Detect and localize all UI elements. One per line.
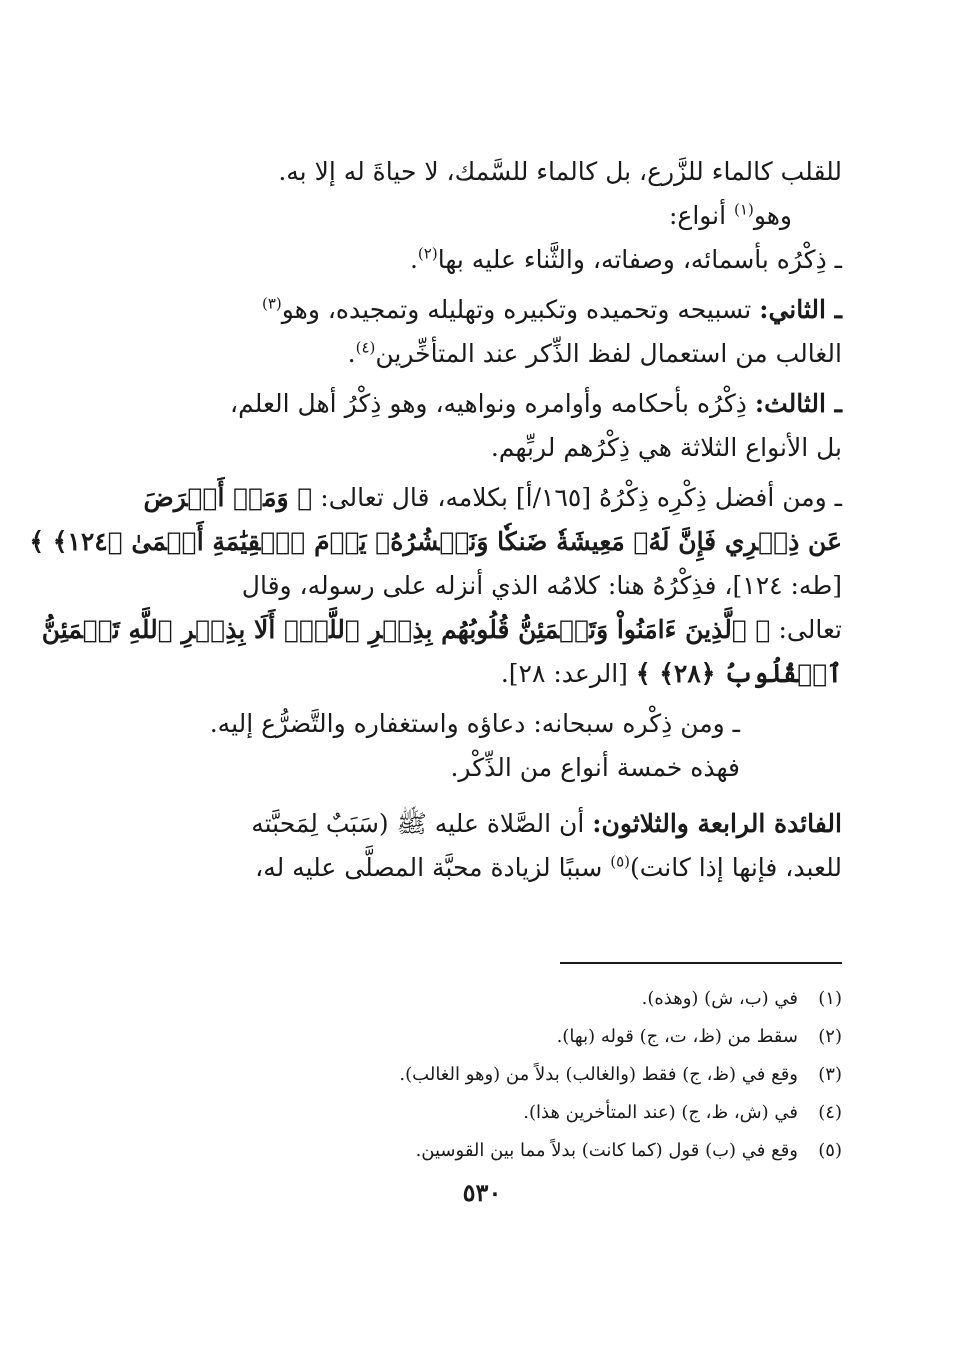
footnote-ref: (٤): [355, 338, 376, 357]
text-line: للعبد، فإنها إذا كانت)$^{(٥)}$ سببًا لزيادة محبَّة المصلَّى عليه له،: [255, 852, 842, 882]
text-line: [طه: ١٢٤]، فذِكْرُهُ هنا: كلامُه الذي أنزله على رسوله، وقال: [241, 571, 842, 600]
footnote-divider: [560, 962, 842, 964]
footnotes: [130, 980, 842, 1170]
text-line: بل الأنواع الثلاثة هي ذِكْرُهم لربِّهم.: [490, 433, 842, 462]
text-line: ـ ومن ذِكْره سبحانه: دعاؤه واستغفاره والتَّضرُّع إليه.: [209, 709, 740, 738]
text-line: الغالب من استعمال لفظ الذِّكر عند المتأخِّرين$^{(٤)}$.: [347, 338, 842, 368]
text-line: فهذه خمسة أنواع من الذِّكْر.: [450, 753, 740, 782]
text-line: ـ ذِكْرُه بأسمائه، وصفاته، والثَّناء عليه بها$^{(٢)}$.: [409, 244, 842, 274]
footnote: (٥)وقع في (ب) قول (كما كانت) بدلاً مما بين القوسين.: [415, 1140, 842, 1161]
main-text: [29, 150, 842, 890]
quran-verse: ﴿ وَمَنۡ أَعۡرَضَ: [143, 483, 313, 512]
quran-verse: ٱلۡقُلُوبُ ﴿٢٨﴾ ﴾: [635, 659, 842, 688]
text-line: ـ ومن أفضل ذِكْرِه ذِكْرُهُ [١٦٥/أ] بكلامه، قال تعالى: ﴿ وَمَنۡ أَعۡرَضَ: [143, 483, 842, 512]
quran-verse: عَن ذِكۡرِي فَإِنَّ لَهُۥ مَعِيشَةٗ ضَنكٗا وَنَحۡشُرُهُۥ يَوۡمَ ٱلۡقِيَٰمَةِ أَعۡمَىٰ ﴿١٢٤﴾ ﴾: [29, 527, 842, 556]
quran-verse: ﴿ ٱلَّذِينَ ءَامَنُواْ وَتَطۡمَئِنُّ قُلُوبُهُم بِذِكۡرِ ٱللَّهِۗ أَلَا بِذِكۡرِ ٱللَّهِ تَطۡمَئِنُّ: [41, 615, 771, 644]
footnote-ref: (٢): [417, 244, 438, 263]
footnote: (٢)سقط من (ظ، ت، ج) قوله (بها).: [556, 1026, 842, 1047]
text-line: ـ الثالث: ذِكْرُه بأحكامه وأوامره ونواهيه، وهو ذِكْرُ أهل العلم،: [230, 389, 842, 418]
page-number: ٥٣٠: [462, 1178, 502, 1207]
footnote-ref: (١): [734, 200, 754, 219]
footnote: (٣)وقع في (ظ، ج) فقط (والغالب) بدلاً من (وهو الغالب).: [399, 1064, 842, 1085]
text-line: وهو$^{(١)}$ أنواع:: [668, 200, 792, 230]
text-line: ٱلۡقُلُوبُ ﴿٢٨﴾ ﴾ [الرعد: ٢٨].: [500, 659, 842, 688]
footnote-ref: (٣): [261, 294, 282, 313]
footnote: (٤)في (ش، ظ، ج) (عند المتأخرين هذا).: [523, 1102, 842, 1123]
footnote-ref: (٥): [610, 852, 630, 871]
section-heading: الفائدة الرابعة والثلاثون:: [592, 809, 842, 838]
text-line: تعالى: ﴿ ٱلَّذِينَ ءَامَنُواْ وَتَطۡمَئِنُّ قُلُوبُهُم بِذِكۡرِ ٱللَّهِۗ أَلَا بِذِكۡرِ ٱللَّهِ تَطۡمَئِنُّ: [41, 615, 842, 644]
text-line: الفائدة الرابعة والثلاثون: أن الصَّلاة عليه ﷺ (سَبَبٌ لِمَحبَّته: [251, 809, 842, 838]
text-line: للقلب كالماء للزَّرع، بل كالماء للسَّمك، لا حياةَ له إلا به.: [278, 157, 842, 186]
footnote: (١)في (ب، ش) (وهذه).: [641, 988, 842, 1009]
text-line: ـ الثاني: تسبيحه وتحميده وتكبيره وتهليله وتمجيده، وهو$^{(٣)}$: [261, 294, 842, 324]
